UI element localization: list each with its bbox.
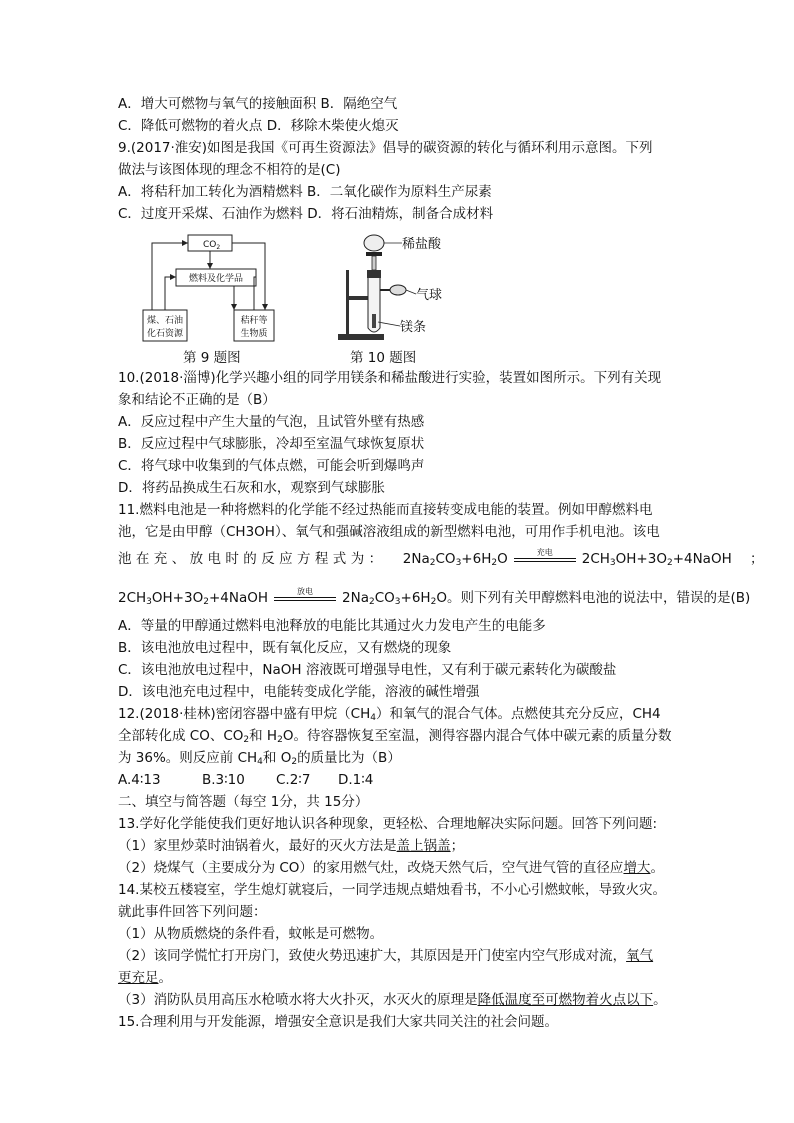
q8-option-b: B．隔绝空气 [320,96,398,112]
q13-stem: 13.学好化学能使我们更好地认识各种现象，更轻松、合理地解决实际问题。回答下列问题: [118,816,658,832]
stand-rod [346,270,349,334]
q9-option-c: C．过度开采煤、石油作为燃料 [118,206,303,222]
leader-balloon [406,290,416,294]
q11-option-a: A．等量的甲醇通过燃料电池释放的电能比其通过火力发电产生的电能多 [118,618,546,634]
label-magnesium: 镁条 [400,320,427,335]
q11-option-c: C．该电池放电过程中，NaOH 溶液既可增强导电性，又有利于碳元素转化为碳酸盐 [118,662,617,678]
q12-options [118,770,373,790]
q9-options-row1 [118,182,492,202]
label-balloon: 气球 [416,288,443,303]
q9-stem-line2: 做法与该图体现的理念不相符的是(C) [118,162,341,178]
q14-part2-line2: 更充足。 [118,970,172,986]
separatory-funnel [364,235,384,251]
q8-option-c: C．降低可燃物的着火点 [118,118,263,134]
q12-stem-line2: 全部转化成 CO、$CO_2$和 $H_2O$。待容器恢复至室温，测得容器内混合气体中碳元素的质量分数 [118,728,672,745]
q13-part2: （2）烧煤气（主要成分为 CO）的家用燃气灶，改烧天然气后，空气进气管的直径应增大。 [118,860,664,876]
q14-part2-answer-a: 氧气 [626,948,654,964]
leader-mg [378,322,400,326]
figure-9-carbon-cycle-diagram [138,230,288,345]
q10-stem-line2: 象和结论不正确的是（B） [118,392,276,408]
q11-option-b: B．该电池放电过程中，既有氧化反应，又有燃烧的现象 [118,640,452,656]
q12-option-d: D.1∶4 [338,772,374,788]
figure-10-apparatus [330,230,450,345]
q12-stem-line1: 12.(2018·桂林)密闭容器中盛有甲烷$(CH_4)$和氧气的混合气体。点燃使其充分反应，CH4 [118,706,661,723]
q14-part1: （1）从物质燃烧的条件看，蚊帐是可燃物。 [118,926,384,942]
fossil-label-line2: 化石资源 [146,329,184,339]
co2-subscript: 2 [216,244,221,251]
q9-option-d: D．将石油精炼，制备合成材料 [307,206,494,222]
co2-label: CO [203,240,217,250]
discharge-equation: $2CH_3OH+3O_2+4NaOH$ 放电 $2Na_2CO_3+6H_2O$ [118,587,447,607]
q12-stem-line3: 为 36%。则反应前 $CH_4$和 $O_2$的质量比为（B） [118,750,401,767]
q8-options-row1 [118,94,397,114]
q10-option-d: D．将药品换成生石灰和水，观察到气球膨胀 [118,480,385,496]
q14-stem-line1: 14.某校五楼寝室，学生熄灯就寝后，一同学违规点蜡烛看书，不小心引燃蚊帐，导致火灾。 [118,882,666,898]
q10-option-b: B．反应过程中气球膨胀，冷却至室温气球恢复原状 [118,436,425,452]
stand-base [338,334,384,340]
q9-option-b: B．二氧化碳作为原料生产尿素 [307,184,492,200]
fuel-label: 燃料及化学品 [188,274,244,284]
q11-equation-line2 [118,588,750,608]
funnel-stem [372,256,376,270]
q9-option-a: A．将秸秆加工转化为酒精燃料 [118,184,303,200]
q11-stem-line3: 池在充、放电时的反应方程式为： [118,551,387,567]
q11-stem-line1: 11.燃料电池是一种将燃料的化学能不经过热能而直接转变成电能的装置。例如甲醇燃料电 [118,502,653,518]
q8-option-a: A．增大可燃物与氧气的接触面积 [118,96,317,112]
balloon [390,285,406,295]
q13-part1-answer: 盖上锅盖 [396,838,451,854]
discharge-arrow: 放电 [274,591,336,605]
q13-part2-answer: 增大 [623,860,651,876]
q13-part1: （1）家里炒菜时油锅着火，最好的灭火方法是盖上锅盖； [118,838,465,854]
label-hydrochloric-acid: 稀盐酸 [402,237,442,252]
q9-options-row2 [118,204,493,224]
q14-part3: （3）消防队员用高压水枪喷水将大火扑灭，水灭火的原理是降低温度至可燃物着火点以下。 [118,992,667,1008]
q14-stem-line2: 就此事件回答下列问题： [118,904,267,920]
fossil-label-line1: 煤、石油 [146,316,184,326]
biomass-label-line2: 生物质 [240,329,268,339]
q10-stem-line1: 10.(2018·淄博)化学兴趣小组的同学用镁条和稀盐酸进行实验，装置如图所示。下列有关现 [118,370,662,386]
figure-10-caption: 第 10 题图 [350,350,417,366]
svg-text:CO2 [203,240,220,251]
q14-part3-answer: 降低温度至可燃物着火点以下 [477,992,654,1008]
charge-arrow: 充电 [514,552,576,566]
q11-option-d: D．该电池充电过程中，电能转变成化学能，溶液的碱性增强 [118,684,480,700]
q9-stem-line1: 9.(2017·淮安)如图是我国《可再生资源法》倡导的碳资源的转化与循环利用示意图。下列 [118,140,653,156]
funnel-stopcock [366,252,382,256]
magnesium-ribbon [372,314,376,328]
q8-options-row2 [118,116,399,136]
figure-9-caption: 第 9 题图 [183,350,241,366]
q12-option-c: C.2∶7 [276,772,311,788]
q11-equation-line1: 池在充、放电时的反应方程式为： $2Na_2CO_3+6H_2O$ 充电 $2CH_3OH+3O_2+4NaOH$ ； [118,548,764,568]
q14-part2-line1: （2）该同学慌忙打开房门，致使火势迅速扩大，其原因是开门使室内空气形成对流，氧气 [118,948,654,964]
q14-part2-answer-b: 更充足 [118,970,159,986]
stopper [367,270,381,278]
q12-option-a: A.4∶13 [118,772,161,788]
biomass-label-line1: 秸秆等 [240,316,268,326]
q11-stem-line2: 池，它是由甲醇（CH3OH）、氧气和强碱溶液组成的新型燃料电池，可用作手机电池。该电 [118,524,660,540]
section-2-title: 二、填空与简答题（每空 1分，共 15分） [118,794,369,810]
charge-equation: $2Na_2CO_3+6H_2O$ 充电 $2CH_3OH+3O_2+4NaOH$ [402,548,732,568]
q12-option-b: B.3∶10 [202,772,245,788]
q15-stem: 15.合理利用与开发能源，增强安全意识是我们大家共同关注的社会问题。 [118,1014,558,1030]
q10-option-a: A．反应过程中产生大量的气泡，且试管外壁有热感 [118,414,425,430]
q8-option-d: D．移除木柴使火熄灭 [266,118,399,134]
q10-option-c: C．将气球中收集到的气体点燃，可能会听到爆鸣声 [118,458,425,474]
q11-stem-line4: 。则下列有关甲醇燃料电池的说法中，错误的是(B) [446,590,751,606]
